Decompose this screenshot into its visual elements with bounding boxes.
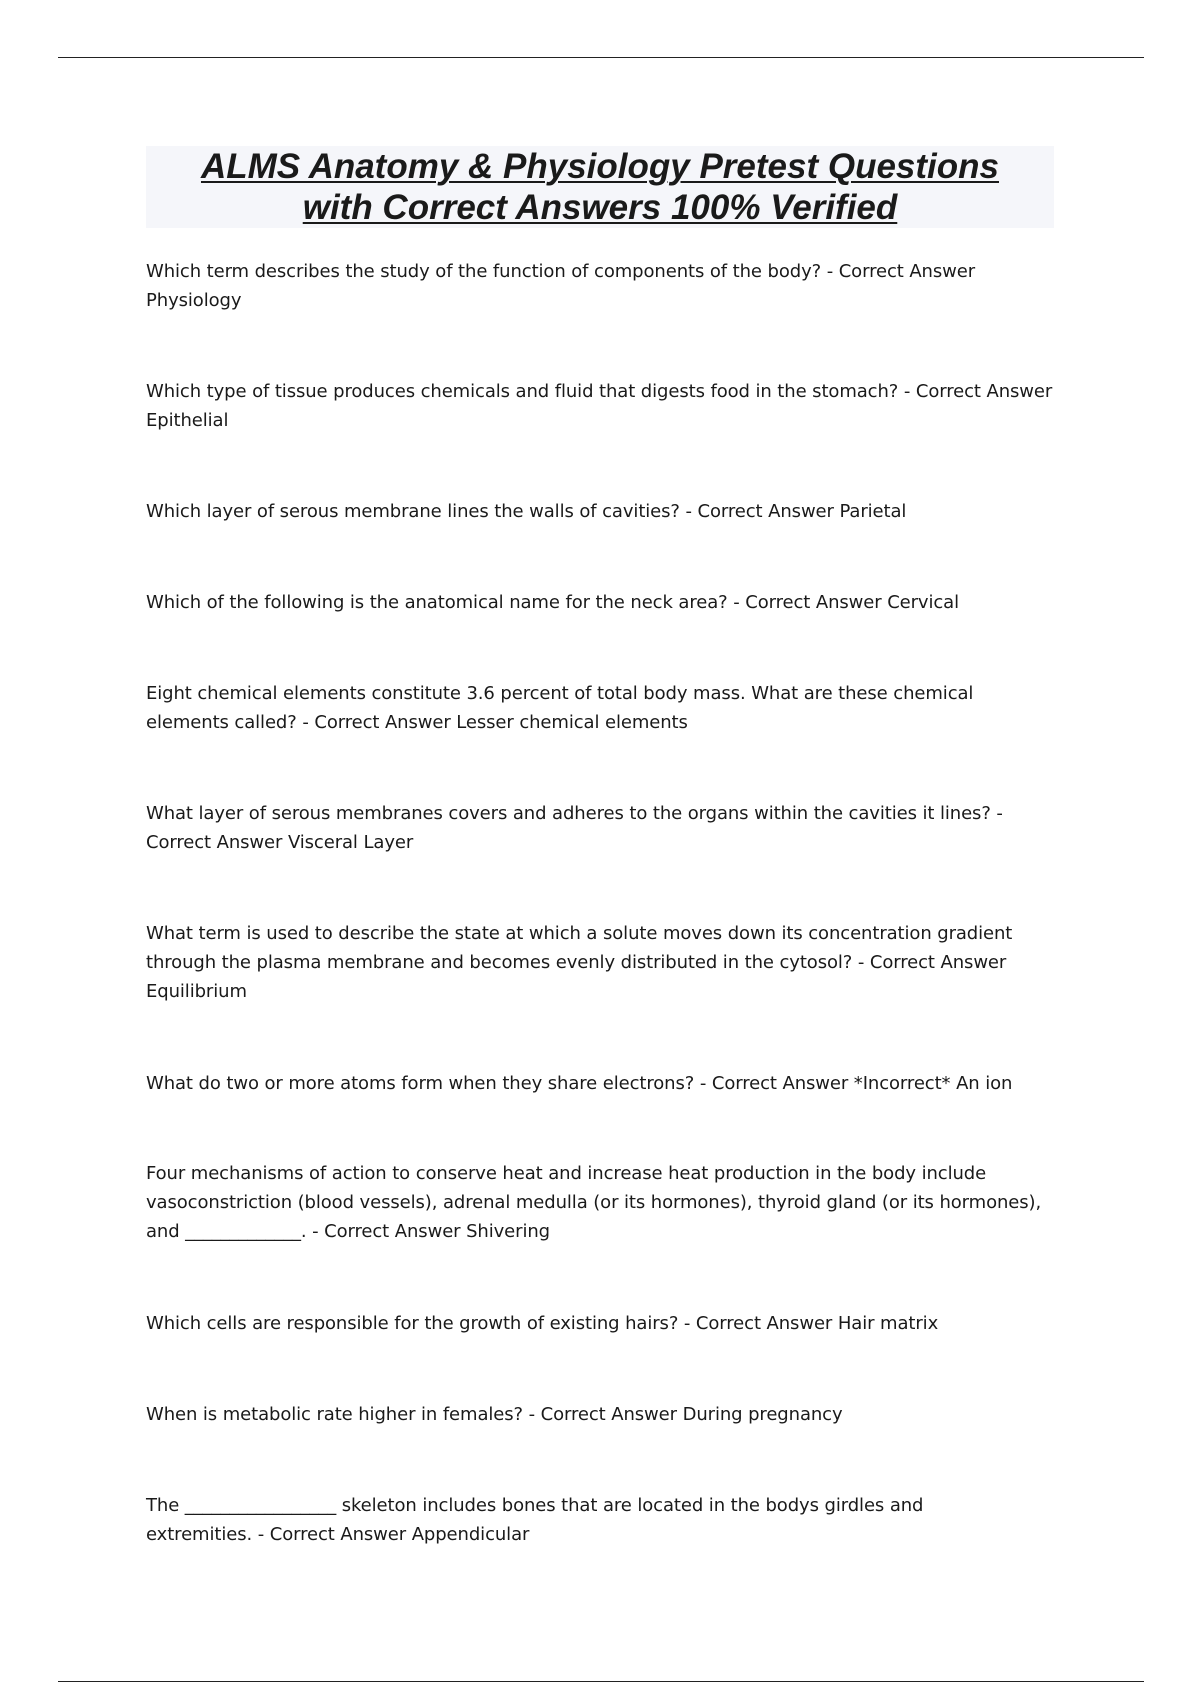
qa-line: elements called? - Correct Answer Lesser chemical elements [146,712,688,733]
qa-line: Physiology [146,290,242,311]
qa-line: Which type of tissue produces chemicals and fluid that digests food in the stomach? - Correct Answer [146,381,1053,402]
qa-item-9 [146,1159,1066,1246]
qa-line: Which term describes the study of the function of components of the body? - Correct Answer [146,261,976,282]
qa-item-12 [146,1491,1066,1549]
qa-line: Four mechanisms of action to conserve heat and increase heat production in the body include [146,1163,987,1184]
qa-line: and _____________. - Correct Answer Shivering [146,1221,550,1242]
qa-line: through the plasma membrane and becomes evenly distributed in the cytosol? - Correct Answer [146,952,1007,973]
qa-item-7 [146,919,1066,1006]
bottom-rule [58,1681,1144,1682]
qa-line: When is metabolic rate higher in females? - Correct Answer During pregnancy [146,1404,843,1425]
qa-line: Eight chemical elements constitute 3.6 percent of total body mass. What are these chemical [146,683,974,704]
qa-item-4 [146,588,1066,617]
qa-item-10 [146,1309,1066,1338]
qa-line: Epithelial [146,410,229,431]
qa-item-2 [146,377,1066,435]
title-line-2: with Correct Answers 100% Verified [302,188,898,227]
qa-line: Equilibrium [146,981,247,1002]
qa-item-5 [146,679,1066,737]
qa-line: extremities. - Correct Answer Appendicular [146,1524,530,1545]
qa-line: The _________________ skeleton includes bones that are located in the bodys girdles and [146,1495,924,1516]
qa-line: Which cells are responsible for the growth of existing hairs? - Correct Answer Hair matrix [146,1313,939,1334]
qa-line: What do two or more atoms form when they share electrons? - Correct Answer *Incorrect* An ion [146,1073,1013,1094]
qa-item-3 [146,497,1066,526]
title-line-1: ALMS Anatomy & Physiology Pretest Questions [200,147,999,186]
qa-line: vasoconstriction (blood vessels), adrenal medulla (or its hormones), thyroid gland (or its hormones), [146,1192,1042,1213]
qa-item-11 [146,1400,1066,1429]
top-rule [58,57,1144,58]
qa-line: What term is used to describe the state at which a solute moves down its concentration gradient [146,923,1013,944]
qa-line: Correct Answer Visceral Layer [146,832,414,853]
document-title [146,146,1054,228]
qa-item-1 [146,257,1066,315]
qa-item-6 [146,799,1066,857]
qa-line: Which of the following is the anatomical name for the neck area? - Correct Answer Cervical [146,592,960,613]
qa-item-8 [146,1069,1066,1098]
qa-line: What layer of serous membranes covers and adheres to the organs within the cavities it lines? - [146,803,1003,824]
qa-line: Which layer of serous membrane lines the walls of cavities? - Correct Answer Parietal [146,501,907,522]
